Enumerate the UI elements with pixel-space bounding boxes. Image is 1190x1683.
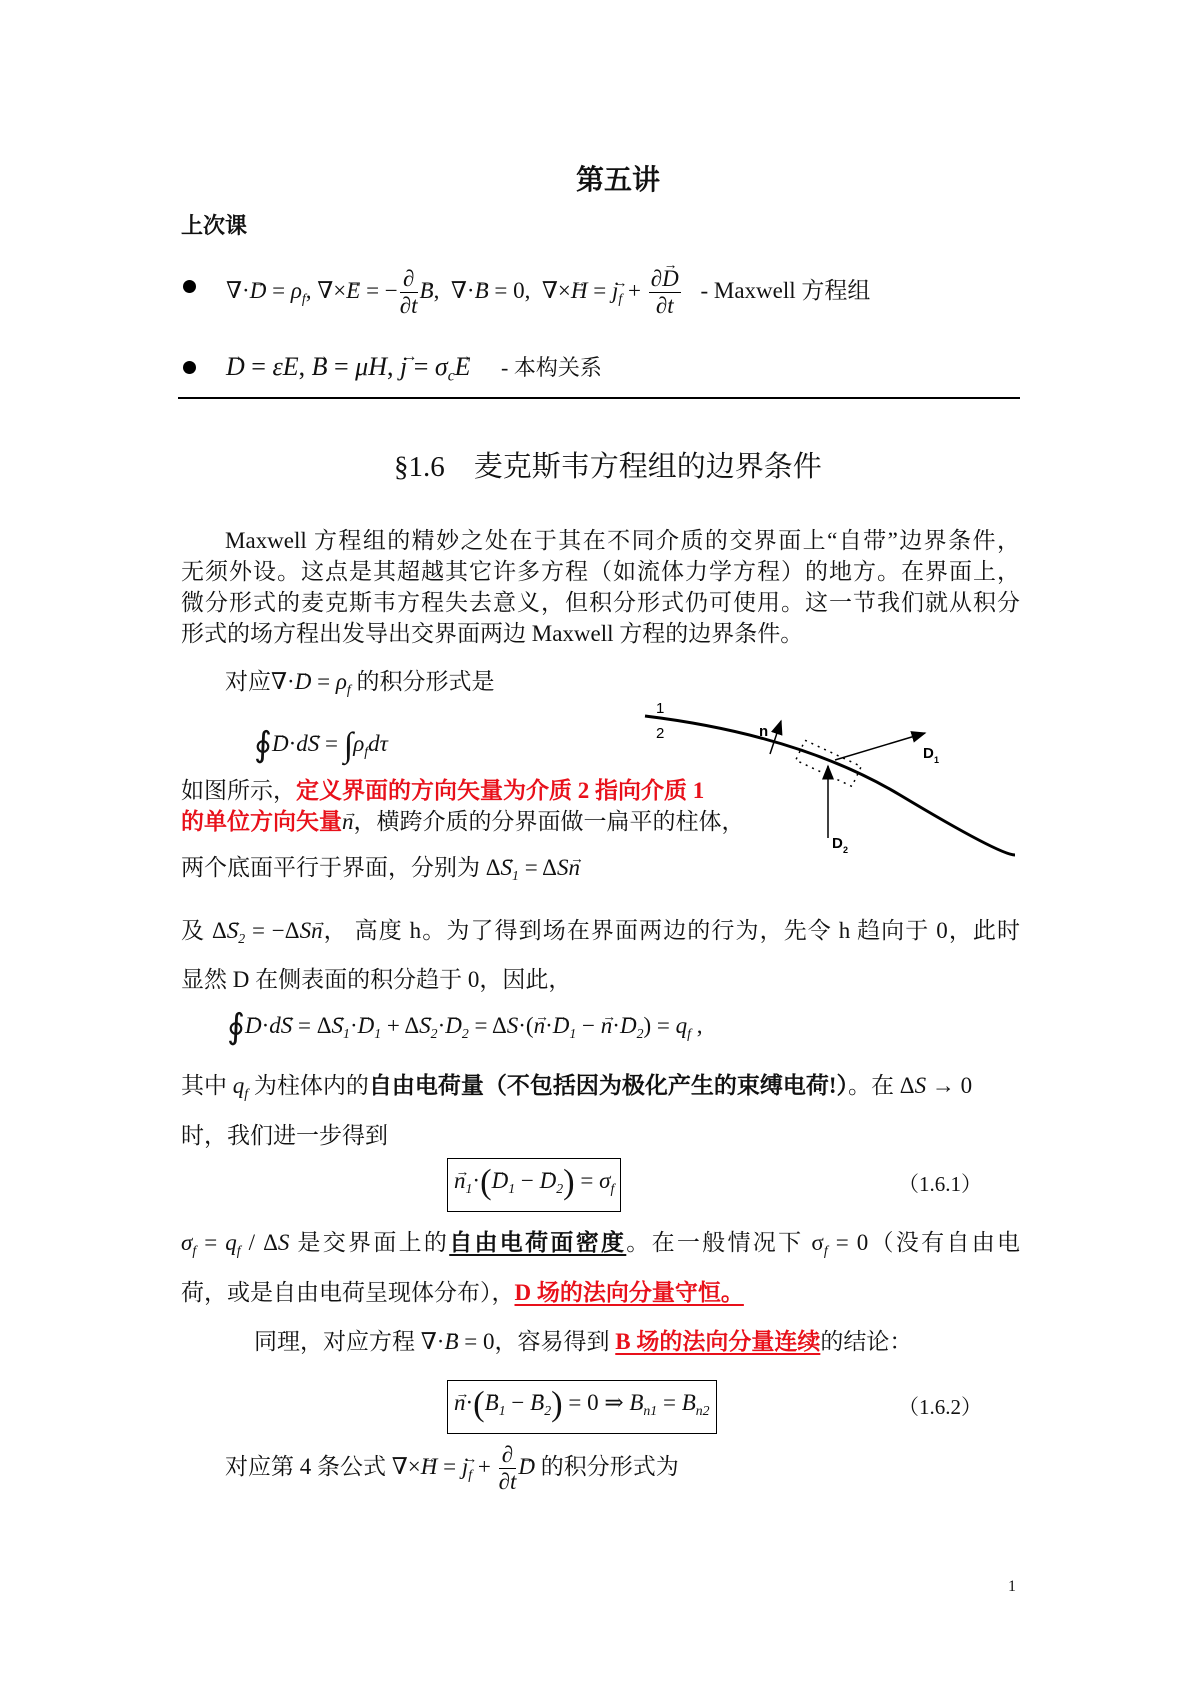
page-number: 1 [1008,1578,1016,1595]
equation-number: （1.6.1） [898,1172,982,1196]
charge-line [181,1278,744,1308]
d1-arrow [835,733,925,760]
text: 。在 ΔS → 0 [848,1073,973,1098]
d2-subscript: 2 [843,845,849,855]
d2-label: D [832,835,843,852]
medium-1-label: 1 [656,700,665,717]
flux-equation: ∮→ $D\cdot d\to S = \Delta\to S_1\cdot\to D_1 + \Delta\to S_2\cdot\to D_2 = \Delta S\cdot(\to n\cdot\to D_1$ − → $n\cdot\to D_2) = q_f$ , [227,1006,702,1054]
text: → n，横跨介质的分界面做一扁平的柱体， [342,809,745,834]
text: 同理，对应方程 ∇·→ B = 0，容易得到 [254,1329,615,1354]
charge-line: 时，我们进一步得到 [181,1123,388,1148]
maxwell-note: - Maxwell 方程组 [700,278,871,304]
d1-subscript: 1 [934,755,940,765]
text: 其中 $q_f$ 为柱体内的 [181,1073,369,1101]
interface-curve [645,716,1015,855]
intro-line: Maxwell 方程组的精妙之处在于其在不同介质的交界面上“自带”边界条件， [225,528,1020,553]
intro-line: 形式的场方程出发导出交界面两边 Maxwell 方程的边界条件。 [181,621,804,646]
charge-line [181,1071,972,1109]
constitutive-note: - 本构关系 [501,355,602,380]
gauss-formula: ∇·→ $D = \rho_f$ [271,669,351,694]
free-charge-emphasis: 自由电荷量（不包括因为极化产生的束缚电荷!） [368,1073,849,1098]
figure-text-line: 及 $\Delta\to S_2 = -\Delta S\to n$， 高度 h。为了得到场在界面两边的行为，先令 h 趋向于 0，此时 [181,916,1020,954]
review-label: 上次课 [181,213,248,238]
normal-arrow [770,721,781,754]
text: 对应 [225,669,271,694]
surface-density-emphasis: 自由电荷面密度 [449,1230,627,1255]
text: 如图所示， [181,778,296,803]
text: $\sigma_f = q_f / \Delta S$ 是交界面上的 [181,1230,450,1258]
definition-highlight: 定义界面的方向矢量为介质 2 指向介质 1 [296,778,705,803]
text: 。在一般情况下 $\sigma_f = 0$（没有自由电 [626,1230,1021,1258]
magnetic-line [254,1327,912,1357]
lecture-heading: 第五讲 [576,165,661,196]
figure-text-line: 两个底面平行于界面，分别为 $\Delta\to S_1 = \Delta S\to n$ [181,853,580,891]
section-title: §1.6 麦克斯韦方程组的边界条件 [394,451,822,483]
equation-number: （1.6.2） [898,1395,982,1419]
charge-line [181,1228,1020,1266]
d1-label: D [923,745,934,762]
intro-line: 无须外设。这点是其超越其它许多方程（如流体力学方程）的地方。在界面上， [181,559,1020,584]
d-field-conclusion: D 场的法向分量守恒。 [514,1280,744,1305]
ampere-line: 对应第 4 条公式 ∇×→ H = → $j_f$ + $\frac{\partial}{\partial t}$ → D 的积分形式为 [225,1442,679,1497]
b-field-conclusion: B 场的法向分量连续 [615,1329,821,1354]
intro-line: 微分形式的麦克斯韦方程失去意义，但积分形式仍可使用。这一节我们就从积分 [181,590,1020,615]
maxwell-formula: ∇·→ $D = \rho_f$, ∇×→ E = − $\frac{\partial}{\partial t}$ → B, ∇·→ B = 0, ∇×→ H = → $j_f$ + $\frac{\partial\to D}{\partial t}$ [226,278,683,303]
medium-2-label: 2 [656,725,665,742]
gauss-integral: ∮→ $D\cdot d\to S = \int\rho_fd\tau$ [254,724,388,772]
figure-text-line: 显然 D 在侧表面的积分趋于 0，因此， [181,967,572,992]
n-label: n [759,723,769,740]
constitutive-formula: → D = εE, → B = μH, → $j = \sigma_c\to E$ [226,352,471,381]
text: 的结论： [820,1329,913,1354]
definition-highlight: 的单位方向矢量 [181,809,342,834]
text: 荷，或是自由电荷呈现体分布）， [181,1280,515,1305]
text: 的积分形式是 [356,669,495,694]
equation-1-6-1-box: → $n_1\cdot(\to D_1$ − → $D_2) = \sigma_f$ [447,1158,621,1212]
equation-1-6-2-box: → $n\cdot(\to B_1$ − → $B_2) = 0$ ⇒ $B_{n1} = B_{n2}$ [447,1380,717,1434]
